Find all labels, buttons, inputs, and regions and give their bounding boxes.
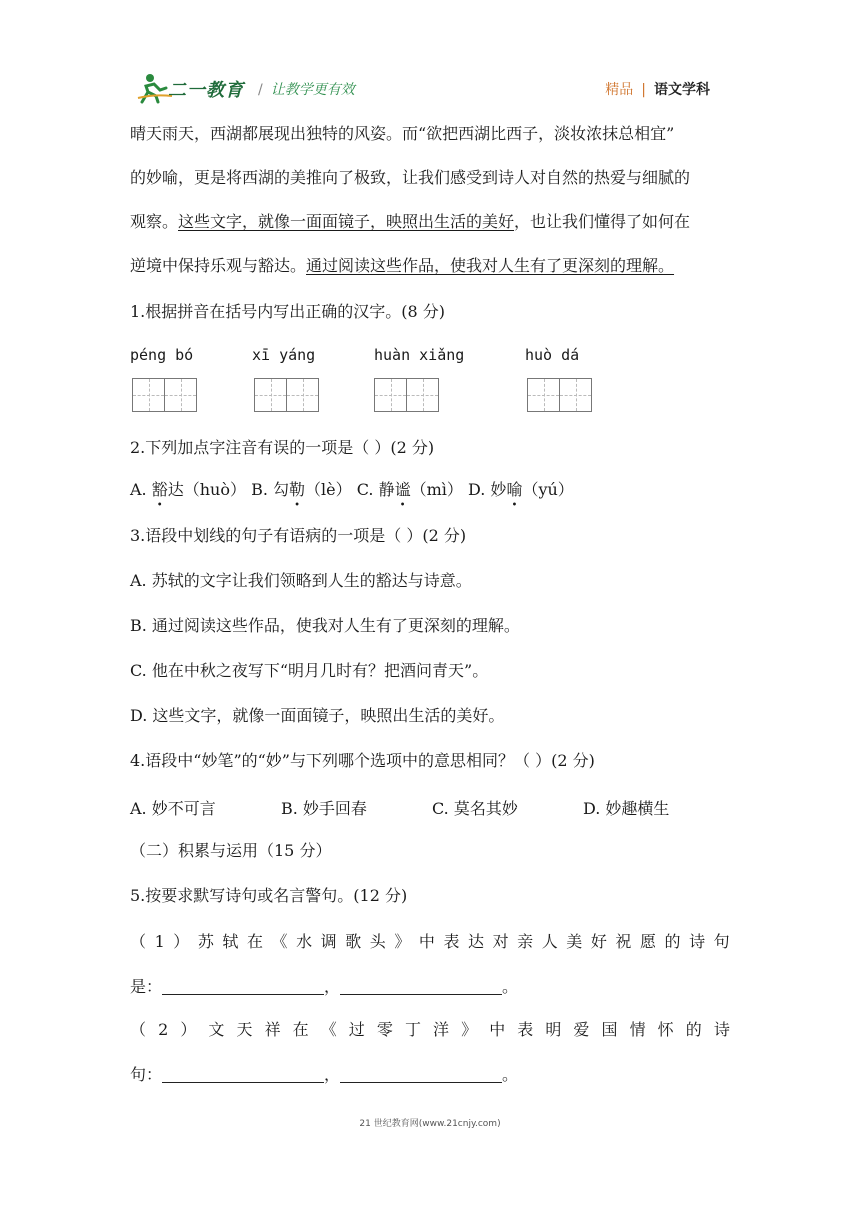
answer-blank[interactable] <box>340 976 502 995</box>
option-text: （yú） <box>522 480 574 499</box>
dotted-char: 喻 <box>506 480 523 499</box>
prompt-char: 情 <box>629 1020 646 1039</box>
option-text: （lè） <box>305 480 352 499</box>
prompt-char: 表 <box>443 932 460 951</box>
prompt-char: 诗 <box>713 1020 730 1039</box>
period: 。 <box>502 1065 519 1084</box>
dotted-char: 勒 <box>289 480 306 499</box>
answer-blank[interactable] <box>340 1064 502 1083</box>
dotted-char: 豁 <box>151 480 168 499</box>
prompt-char: 在 <box>292 1020 309 1039</box>
reading-passage <box>130 124 730 276</box>
answer-box-3[interactable] <box>374 378 439 412</box>
answer-box-1[interactable] <box>132 378 197 412</box>
option-text: B. 勾 <box>251 480 290 499</box>
option-text: （mì） <box>410 480 463 499</box>
prompt-char: 轼 <box>222 932 239 951</box>
question-4-options <box>130 796 730 816</box>
option-d[interactable]: D. 这些文字，就像一面面镜子，映照出生活的美好。 <box>130 706 505 725</box>
worksheet-content <box>130 124 730 1084</box>
option-d[interactable] <box>468 480 574 499</box>
prompt-char: 对 <box>492 932 509 951</box>
question-5-title: 5.按要求默写诗句或名言警句。(12 分) <box>130 886 408 905</box>
section-2-title: （二）积累与运用（15 分） <box>130 841 332 860</box>
page-header <box>130 70 730 106</box>
prompt-char: 《 <box>320 1020 337 1039</box>
prompt-char: 中 <box>418 932 435 951</box>
option-c[interactable] <box>357 480 463 499</box>
prompt-char: 好 <box>590 932 607 951</box>
prompt-char: 》 <box>461 1020 478 1039</box>
prompt-char: 的 <box>664 932 681 951</box>
prompt-char: 国 <box>601 1020 618 1039</box>
prompt-char: 愿 <box>639 932 656 951</box>
question-3-title: 3.语段中划线的句子有语病的一项是（ ）(2 分) <box>130 526 467 545</box>
answer-lead: 是： <box>130 977 163 996</box>
prompt-char: 句 <box>713 932 730 951</box>
slogan: / 让教学更有效 <box>258 82 355 98</box>
passage-line-1: 晴天雨天，西湖都展现出独特的风姿。而“欲把西湖比西子，淡妆浓抹总相宜” <box>130 124 675 143</box>
comma: ， <box>324 977 341 996</box>
answer-box-2[interactable] <box>254 378 319 412</box>
prompt-char: 祥 <box>264 1020 281 1039</box>
passage-line-4 <box>130 256 730 276</box>
sub-question-1-prompt <box>130 932 730 952</box>
passage-line-3 <box>130 212 730 232</box>
subject-label: 语文学科 <box>654 82 710 98</box>
prompt-char: 过 <box>348 1020 365 1039</box>
option-text: 达（huò） <box>167 480 246 499</box>
prompt-char: 达 <box>468 932 485 951</box>
option-d[interactable]: D. 妙趣横生 <box>583 799 670 818</box>
prompt-char: （ <box>130 1020 147 1039</box>
quality-label: 精品 <box>605 82 634 98</box>
prompt-char: 歌 <box>345 932 362 951</box>
prompt-char: 诗 <box>689 932 706 951</box>
pinyin-2: xī yáng <box>252 346 316 364</box>
prompt-char: 1 <box>154 932 165 951</box>
answer-box-4[interactable] <box>527 378 592 412</box>
underlined-sentence-2: 通过阅读这些作品，使我对人生有了更深刻的理解。 <box>306 256 675 275</box>
slogan-text: 让教学更有效 <box>270 82 355 98</box>
answer-grids <box>130 378 730 414</box>
prompt-char: 调 <box>320 932 337 951</box>
prompt-char: 中 <box>489 1020 506 1039</box>
prompt-char: ） <box>180 1020 197 1039</box>
prompt-char: 《 <box>271 932 288 951</box>
prompt-char: 祝 <box>615 932 632 951</box>
pinyin-4: huò dá <box>525 346 580 364</box>
prompt-char: 亲 <box>517 932 534 951</box>
question-2-options <box>130 480 730 500</box>
question-1-title: 1.根据拼音在括号内写出正确的汉字。(8 分) <box>130 302 446 321</box>
passage-text: ，也让我们懂得了如何在 <box>514 212 691 231</box>
option-a[interactable]: A. 妙不可言 <box>130 799 216 818</box>
option-text: A. <box>130 480 152 499</box>
dotted-char: 谧 <box>394 480 411 499</box>
prompt-char: 的 <box>685 1020 702 1039</box>
subject-badge: 精品 | 语文学科 <box>605 82 710 98</box>
option-c[interactable]: C. 莫名其妙 <box>432 799 518 818</box>
prompt-char: 怀 <box>657 1020 674 1039</box>
prompt-char: 表 <box>517 1020 534 1039</box>
answer-blank[interactable] <box>162 976 324 995</box>
prompt-char: 》 <box>394 932 411 951</box>
pinyin-row <box>130 346 730 370</box>
sub-question-2-prompt <box>130 1020 730 1040</box>
answer-blank[interactable] <box>162 1064 324 1083</box>
prompt-char: 在 <box>246 932 263 951</box>
answer-lead: 句： <box>130 1065 163 1084</box>
passage-text: 观察。 <box>130 212 179 231</box>
prompt-char: 文 <box>208 1020 225 1039</box>
prompt-char: 人 <box>541 932 558 951</box>
option-text: C. 静 <box>356 480 395 499</box>
prompt-char: 洋 <box>433 1020 450 1039</box>
sub-question-1-answer <box>130 976 730 996</box>
question-2-title: 2.下列加点字注音有误的一项是（ ）(2 分) <box>130 438 435 457</box>
prompt-char: 零 <box>376 1020 393 1039</box>
prompt-char: 明 <box>545 1020 562 1039</box>
sub-question-2-answer <box>130 1064 730 1084</box>
brand-name: 二一教育 <box>168 80 244 101</box>
prompt-char: 美 <box>566 932 583 951</box>
prompt-char: 丁 <box>404 1020 421 1039</box>
prompt-char: ） <box>173 932 190 951</box>
page-footer: 21 世纪教育网(www.21cnjy.com) <box>359 1119 501 1129</box>
underlined-sentence-1: 这些文字，就像一面面镜子，映照出生活的美好 <box>178 212 515 231</box>
passage-line-2: 的妙喻，更是将西湖的美推向了极致，让我们感受到诗人对自然的热爱与细腻的 <box>130 168 691 187</box>
prompt-char: 天 <box>236 1020 253 1039</box>
passage-text: 逆境中保持乐观与豁达。 <box>130 256 307 275</box>
prompt-char: 2 <box>158 1020 169 1039</box>
prompt-char: 爱 <box>573 1020 590 1039</box>
option-b[interactable]: B. 通过阅读这些作品，使我对人生有了更深刻的理解。 <box>130 616 520 635</box>
pinyin-3: huàn xiǎng <box>374 346 465 364</box>
pinyin-1: péng bó <box>130 346 194 364</box>
question-4-title: 4.语段中“妙笔”的“妙”与下列哪个选项中的意思相同？（ ）(2 分) <box>130 751 595 770</box>
option-text: D. 妙 <box>468 480 507 499</box>
prompt-char: 水 <box>296 932 313 951</box>
prompt-char: 头 <box>369 932 386 951</box>
prompt-char: （ <box>130 932 147 951</box>
option-b[interactable] <box>251 480 352 499</box>
option-a[interactable] <box>130 480 246 499</box>
period: 。 <box>502 977 519 996</box>
comma: ， <box>324 1065 341 1084</box>
option-c[interactable]: C. 他在中秋之夜写下“明月几时有？把酒问青天”。 <box>130 661 489 680</box>
prompt-char: 苏 <box>197 932 214 951</box>
option-a[interactable]: A. 苏轼的文字让我们领略到人生的豁达与诗意。 <box>130 571 472 590</box>
option-b[interactable]: B. 妙手回春 <box>281 799 367 818</box>
